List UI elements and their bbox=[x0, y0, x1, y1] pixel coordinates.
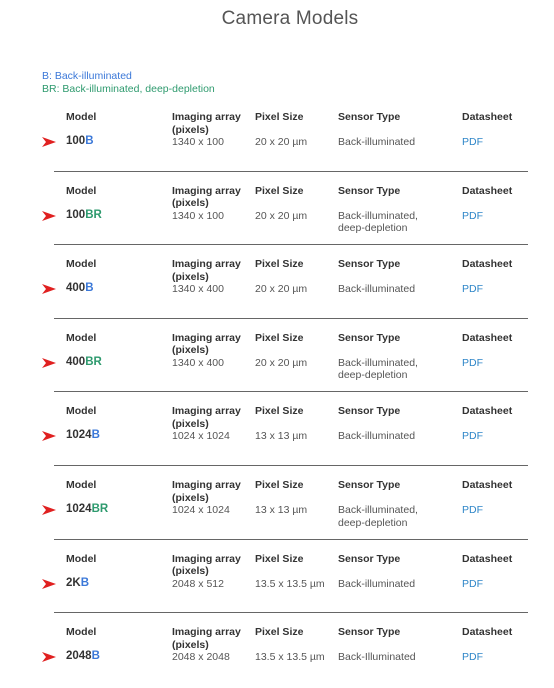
imaging-array-value: 1340 x 100 bbox=[172, 136, 224, 148]
header-pixel-size: Pixel Size bbox=[255, 479, 304, 491]
pdf-link[interactable]: PDF bbox=[462, 136, 483, 148]
model-prefix: 1024 bbox=[66, 503, 92, 515]
pdf-link[interactable]: PDF bbox=[462, 356, 483, 369]
red-arrow-icon bbox=[42, 579, 56, 589]
model-suffix: BR bbox=[85, 355, 102, 368]
sensor-type-line2: deep-depletion bbox=[338, 369, 408, 382]
header-array-line1: Imaging array bbox=[172, 111, 241, 123]
header-datasheet: Datasheet bbox=[462, 479, 513, 491]
header-pixel-size: Pixel Size bbox=[255, 111, 304, 123]
sensor-type-line1: Back-illuminated bbox=[338, 577, 416, 590]
pdf-link[interactable]: PDF bbox=[462, 430, 483, 443]
model-suffix: BR bbox=[85, 208, 102, 221]
header-sensor-type: Sensor Type bbox=[338, 111, 401, 123]
header-pixel-size: Pixel Size bbox=[255, 258, 304, 271]
model-name bbox=[66, 503, 108, 515]
header-datasheet: Datasheet bbox=[462, 405, 513, 418]
red-arrow-icon bbox=[42, 358, 56, 368]
sensor-type-line1: Back-illuminated bbox=[338, 430, 416, 443]
header-imaging-array bbox=[172, 405, 241, 430]
model-suffix: B bbox=[91, 429, 100, 442]
legend bbox=[42, 70, 215, 96]
model-name bbox=[66, 429, 100, 441]
imaging-array-value: 1340 x 400 bbox=[172, 356, 224, 369]
imaging-array-value: 1024 x 1024 bbox=[172, 430, 230, 443]
pdf-link[interactable]: PDF bbox=[462, 504, 483, 516]
header-model: Model bbox=[66, 111, 97, 123]
model-prefix: 400 bbox=[66, 282, 86, 295]
sensor-type-value bbox=[338, 578, 415, 591]
pixel-size-value: 13 x 13 µm bbox=[255, 430, 308, 443]
row-divider bbox=[54, 465, 528, 466]
header-model: Model bbox=[66, 331, 97, 344]
header-model: Model bbox=[66, 258, 97, 271]
model-prefix: 2048 bbox=[66, 650, 92, 663]
header-pixel-size: Pixel Size bbox=[255, 626, 304, 639]
model-suffix: B bbox=[85, 135, 94, 147]
red-arrow-icon bbox=[42, 211, 56, 221]
legend-br: BR: Back-illuminated, deep-depletion bbox=[42, 83, 215, 95]
sensor-type-line1: Back-illuminated, bbox=[338, 356, 418, 369]
red-arrow-icon bbox=[42, 652, 56, 662]
row-divider bbox=[54, 539, 528, 540]
pixel-size-value: 13.5 x 13.5 µm bbox=[255, 651, 325, 664]
header-array-line2: (pixels) bbox=[172, 270, 209, 283]
table-row bbox=[0, 244, 554, 317]
table-row bbox=[0, 171, 554, 244]
model-name bbox=[66, 650, 100, 662]
red-arrow-icon bbox=[42, 431, 56, 441]
header-pixel-size: Pixel Size bbox=[255, 552, 304, 565]
sensor-type-value bbox=[338, 504, 418, 529]
red-arrow-icon bbox=[42, 284, 56, 294]
sensor-type-value bbox=[338, 430, 415, 443]
header-model: Model bbox=[66, 626, 97, 639]
row-divider bbox=[54, 318, 528, 319]
model-suffix: B bbox=[91, 650, 100, 663]
red-arrow-icon bbox=[42, 137, 56, 147]
header-array-line1: Imaging array bbox=[172, 258, 241, 271]
model-suffix: B bbox=[85, 282, 94, 295]
header-array-line1: Imaging array bbox=[172, 626, 241, 639]
sensor-type-value bbox=[338, 210, 418, 235]
header-array-line2: (pixels) bbox=[172, 344, 209, 357]
imaging-array-value: 1024 x 1024 bbox=[172, 504, 230, 516]
row-divider bbox=[54, 391, 528, 392]
table-row bbox=[0, 465, 554, 538]
header-datasheet: Datasheet bbox=[462, 331, 513, 344]
header-model: Model bbox=[66, 552, 97, 565]
pixel-size-value: 20 x 20 µm bbox=[255, 136, 308, 148]
header-array-line1: Imaging array bbox=[172, 331, 241, 344]
sensor-type-line2: deep-depletion bbox=[338, 222, 408, 235]
header-model: Model bbox=[66, 184, 97, 197]
imaging-array-value: 1340 x 100 bbox=[172, 209, 224, 222]
header-pixel-size: Pixel Size bbox=[255, 331, 304, 344]
pixel-size-value: 13 x 13 µm bbox=[255, 504, 308, 516]
header-datasheet: Datasheet bbox=[462, 626, 513, 639]
model-prefix: 400 bbox=[66, 355, 86, 368]
pixel-size-value: 20 x 20 µm bbox=[255, 209, 308, 222]
header-datasheet: Datasheet bbox=[462, 258, 513, 271]
header-imaging-array bbox=[172, 553, 241, 578]
model-name bbox=[66, 209, 102, 221]
header-sensor-type: Sensor Type bbox=[338, 479, 401, 491]
imaging-array-value: 1340 x 400 bbox=[172, 283, 224, 296]
pixel-size-value: 20 x 20 µm bbox=[255, 356, 308, 369]
row-divider bbox=[54, 612, 528, 613]
header-datasheet: Datasheet bbox=[462, 184, 513, 197]
model-prefix: 100 bbox=[66, 208, 86, 221]
pdf-link[interactable]: PDF bbox=[462, 651, 483, 664]
sensor-type-value bbox=[338, 136, 415, 149]
sensor-type-line1: Back-illuminated bbox=[338, 136, 416, 148]
table-row bbox=[0, 612, 554, 685]
sensor-type-line1: Back-illuminated, bbox=[338, 504, 418, 516]
header-imaging-array bbox=[172, 185, 241, 210]
page-title: Camera Models bbox=[221, 8, 359, 29]
model-prefix: 1024 bbox=[66, 429, 92, 442]
red-arrow-icon bbox=[42, 505, 56, 515]
header-array-line2: (pixels) bbox=[172, 197, 209, 210]
sensor-type-line2: deep-depletion bbox=[338, 516, 408, 529]
header-imaging-array bbox=[172, 626, 241, 651]
table-row bbox=[0, 318, 554, 391]
sensor-type-value bbox=[338, 357, 418, 382]
header-array-line1: Imaging array bbox=[172, 479, 241, 491]
header-imaging-array bbox=[172, 111, 241, 136]
header-model: Model bbox=[66, 479, 97, 491]
model-name bbox=[66, 282, 94, 294]
pdf-link[interactable]: PDF bbox=[462, 577, 483, 590]
header-model: Model bbox=[66, 405, 97, 418]
pdf-link[interactable]: PDF bbox=[462, 283, 483, 296]
header-sensor-type: Sensor Type bbox=[338, 405, 401, 418]
pixel-size-value: 13.5 x 13.5 µm bbox=[255, 577, 325, 590]
row-divider bbox=[54, 244, 528, 245]
model-suffix: B bbox=[80, 576, 90, 589]
header-imaging-array bbox=[172, 332, 241, 357]
sensor-type-value bbox=[338, 283, 415, 296]
header-array-line2: (pixels) bbox=[172, 417, 209, 430]
table-row bbox=[0, 539, 554, 612]
sensor-type-line1: Back-Illuminated bbox=[338, 651, 416, 664]
model-name bbox=[66, 577, 89, 589]
model-suffix: BR bbox=[91, 503, 109, 515]
header-datasheet: Datasheet bbox=[462, 552, 513, 565]
imaging-array-value: 2048 x 512 bbox=[172, 577, 224, 590]
header-array-line1: Imaging array bbox=[172, 184, 241, 197]
legend-b: B: Back-illuminated bbox=[42, 70, 132, 82]
table-row bbox=[0, 391, 554, 464]
header-array-line2: (pixels) bbox=[172, 123, 209, 136]
pixel-size-value: 20 x 20 µm bbox=[255, 283, 308, 296]
header-sensor-type: Sensor Type bbox=[338, 184, 401, 197]
pdf-link[interactable]: PDF bbox=[462, 209, 483, 222]
sensor-type-line1: Back-illuminated bbox=[338, 283, 416, 296]
header-pixel-size: Pixel Size bbox=[255, 405, 304, 418]
header-sensor-type: Sensor Type bbox=[338, 552, 401, 565]
imaging-array-value: 2048 x 2048 bbox=[172, 651, 230, 664]
header-datasheet: Datasheet bbox=[462, 111, 513, 123]
header-array-line1: Imaging array bbox=[172, 552, 241, 565]
header-sensor-type: Sensor Type bbox=[338, 331, 401, 344]
sensor-type-value bbox=[338, 651, 416, 664]
table-row bbox=[0, 97, 554, 170]
model-name bbox=[66, 135, 94, 147]
header-imaging-array bbox=[172, 479, 241, 504]
header-array-line2: (pixels) bbox=[172, 638, 209, 651]
header-imaging-array bbox=[172, 258, 241, 283]
header-array-line2: (pixels) bbox=[172, 565, 209, 578]
header-array-line2: (pixels) bbox=[172, 491, 209, 504]
model-prefix: 2K bbox=[66, 576, 81, 589]
row-divider bbox=[54, 171, 528, 172]
header-pixel-size: Pixel Size bbox=[255, 184, 304, 197]
model-prefix: 100 bbox=[66, 135, 86, 147]
header-sensor-type: Sensor Type bbox=[338, 626, 401, 639]
sensor-type-line1: Back-illuminated, bbox=[338, 209, 418, 222]
header-array-line1: Imaging array bbox=[172, 405, 241, 418]
model-name bbox=[66, 356, 102, 368]
header-sensor-type: Sensor Type bbox=[338, 258, 401, 271]
